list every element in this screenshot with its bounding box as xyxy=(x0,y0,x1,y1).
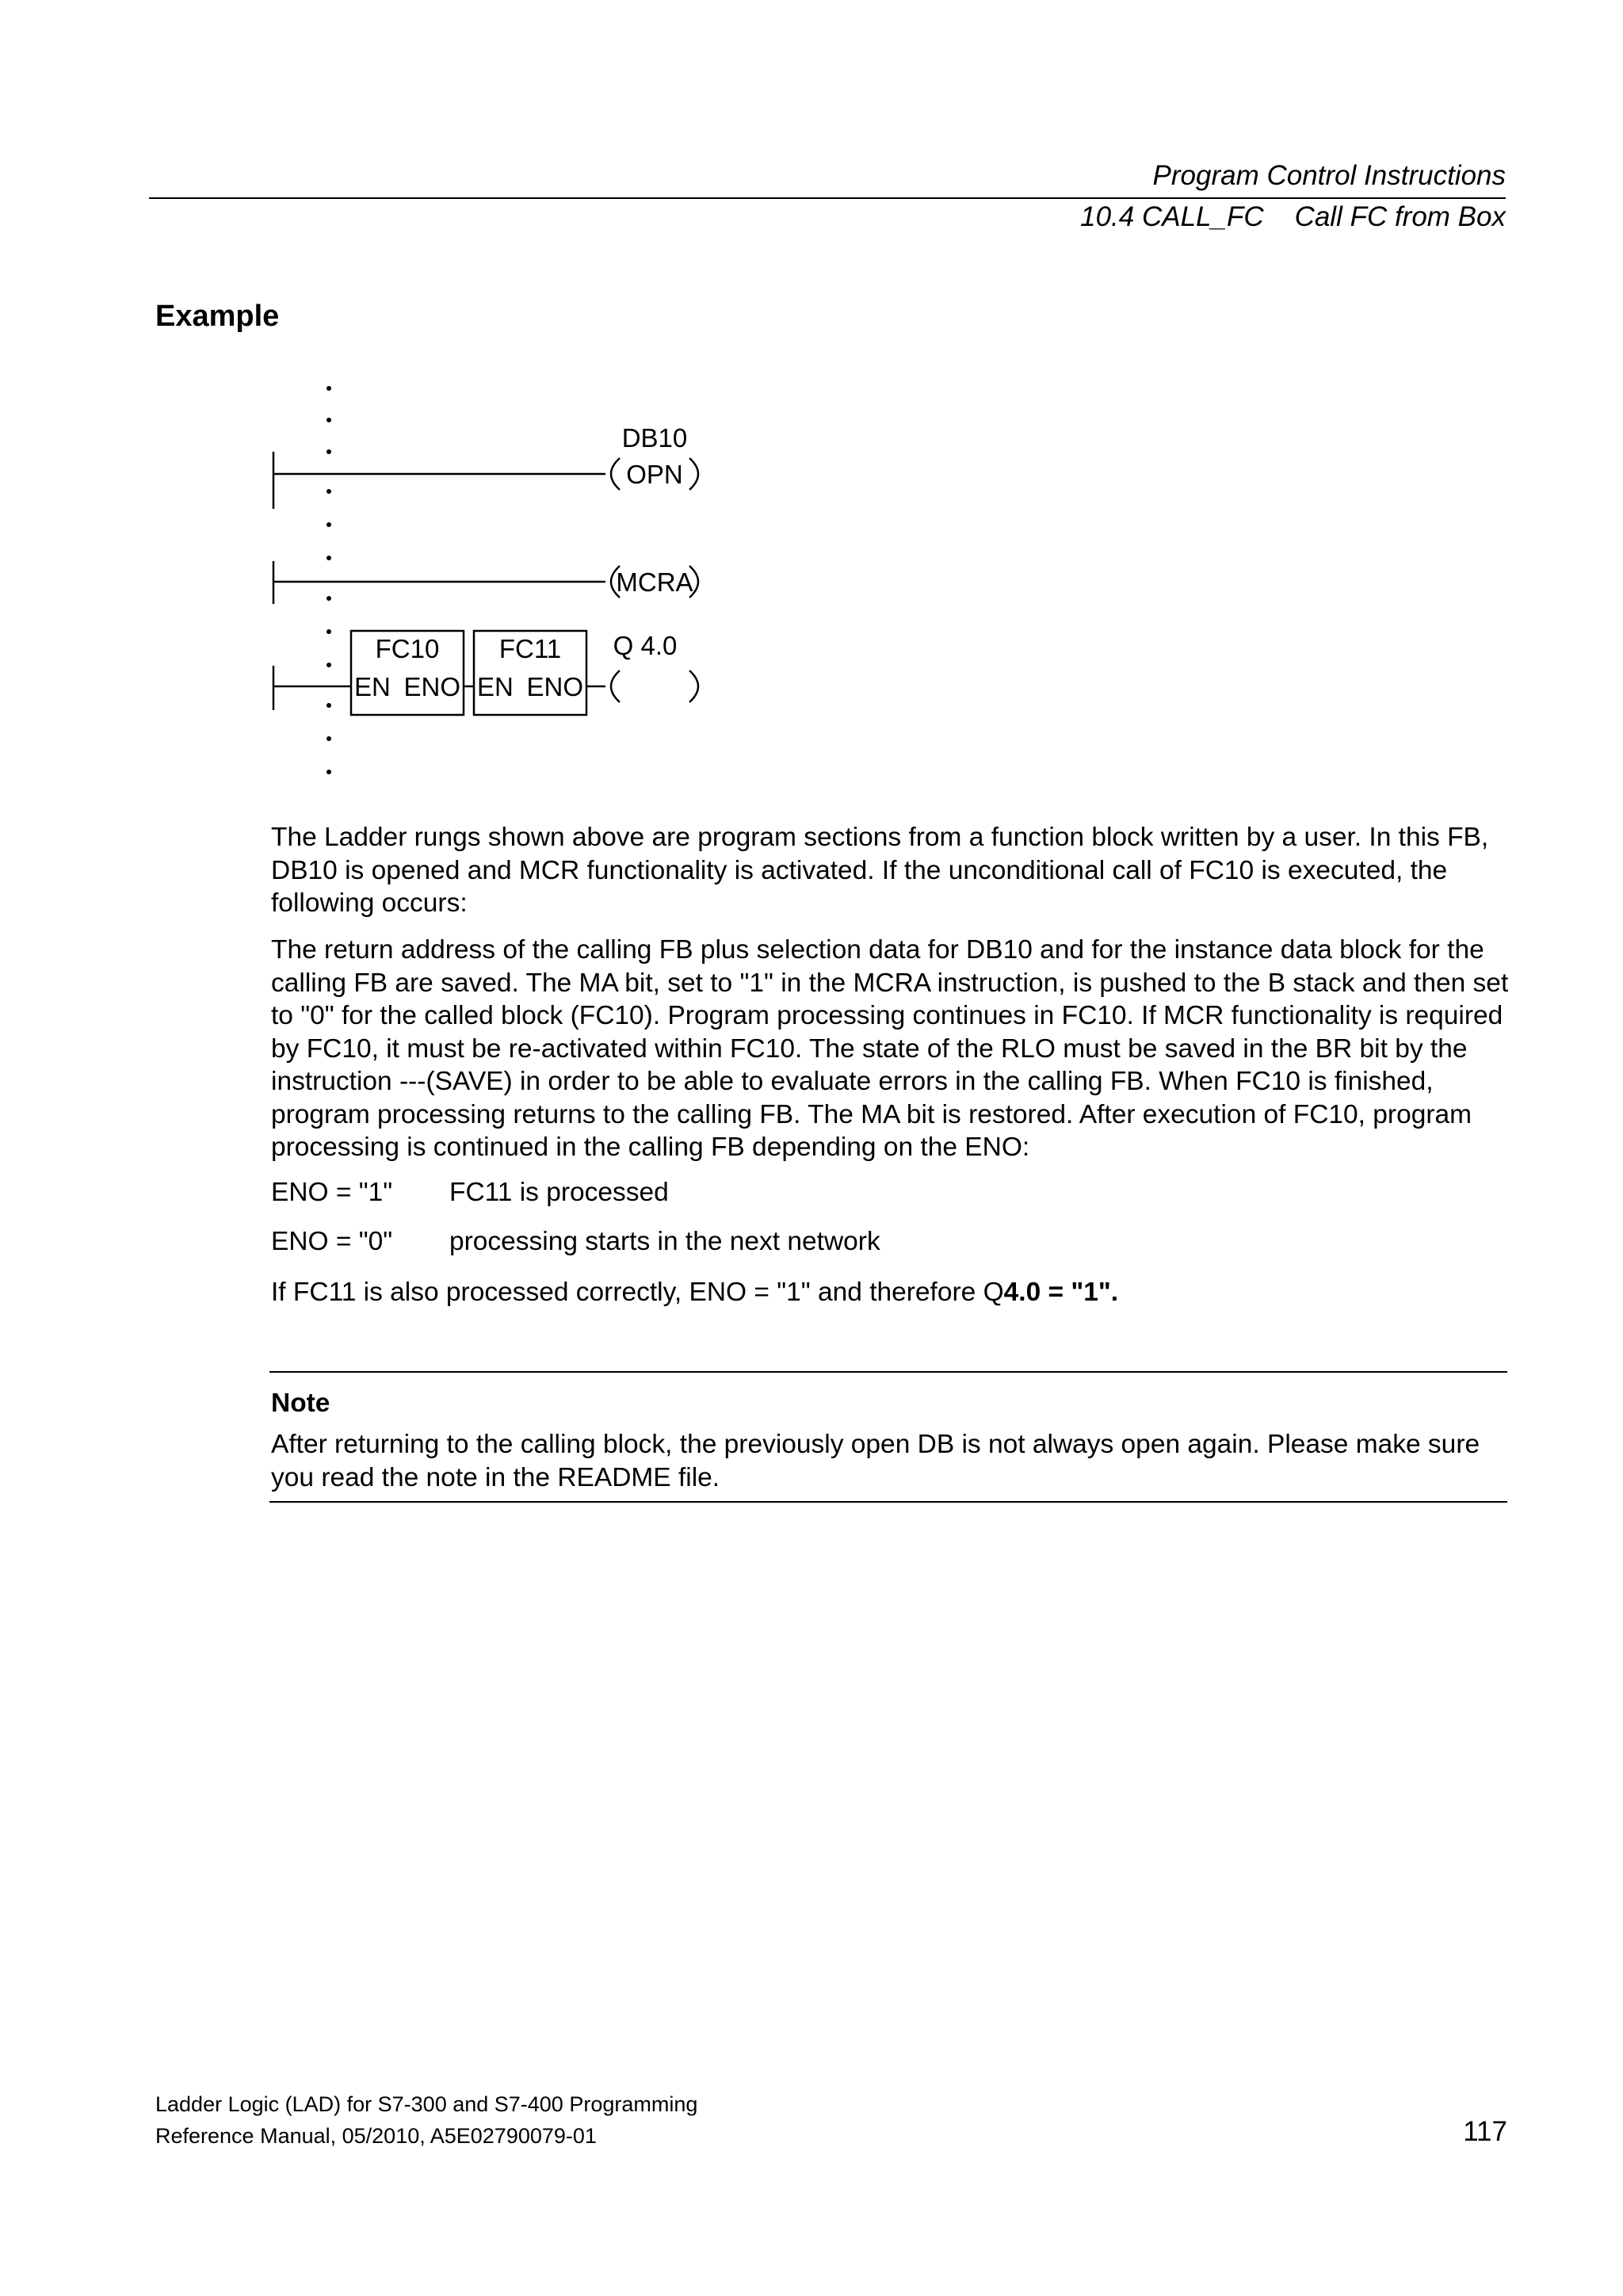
paragraph-2: The return address of the calling FB plus selection data for DB10 and for the instance data block for the calling FB are saved. The MA bit, set to "1" in the MCRA instruction, is pushed to the B stack and then set to "0" for the called block (FC10). Program processing continues in FC10. If MCR functionality is required by FC10, it must be re-activated within FC10. The state of the RLO must be saved in the BR bit by the instruction ---(SAVE) in order to be able to evaluate errors in the calling FB. When FC10 is finished, program processing returns to the calling FB. The MA bit is restored. After execution of FC10, program processing is continued in the calling FB depending on the ENO: xyxy=(271,935,1509,1162)
footer-line-2: Reference Manual, 05/2010, A5E02790079-01 xyxy=(155,2124,597,2148)
example-heading: Example xyxy=(155,300,280,333)
final-sentence xyxy=(271,1276,1515,1309)
footer-line-1: Ladder Logic (LAD) for S7-300 and S7-400 Programming xyxy=(155,2092,698,2116)
note-top-rule xyxy=(269,1371,1507,1373)
final-sentence-bold: 4.0 = "1" xyxy=(1003,1278,1111,1307)
eno-1-condition: ENO = "1" xyxy=(271,1178,393,1207)
coil-3-left-paren xyxy=(611,670,620,702)
ladder-diagram xyxy=(0,0,1623,793)
eno-1-result: FC11 is processed xyxy=(449,1178,669,1207)
note-text: After returning to the calling block, the previously open DB is not always open again. Please make sure you read the note in the README file. xyxy=(271,1430,1480,1492)
page-number: 117 xyxy=(1463,2116,1507,2147)
coil-1-right-paren xyxy=(689,458,698,490)
q40-label: Q 4.0 xyxy=(613,631,678,660)
final-sentence-suffix: . xyxy=(1110,1278,1119,1307)
fc10-en-label: EN xyxy=(354,672,391,701)
fc11-en-label: EN xyxy=(477,672,514,701)
note-bottom-rule xyxy=(269,1501,1507,1503)
opn-coil-label: OPN xyxy=(626,460,683,489)
continuation-dots xyxy=(327,386,331,774)
final-sentence-prefix: If FC11 is also processed correctly, ENO = "1" and therefore Q xyxy=(271,1278,1004,1307)
header-section-number: 10.4 CALL_FC xyxy=(1080,201,1264,232)
coil-1-left-paren xyxy=(611,458,620,490)
fc10-eno-label: ENO xyxy=(403,672,460,701)
fc10-label: FC10 xyxy=(375,634,440,663)
note-title: Note xyxy=(271,1389,330,1418)
eno-0-condition: ENO = "0" xyxy=(271,1227,393,1256)
coil-3-right-paren xyxy=(689,670,698,702)
fc11-eno-label: ENO xyxy=(526,672,583,701)
fc11-label: FC11 xyxy=(498,634,562,663)
header-chapter: Program Control Instructions xyxy=(1152,160,1506,191)
mcra-coil-label: MCRA xyxy=(616,567,693,597)
paragraph-1: The Ladder rungs shown above are program sections from a function block written by a user. In this FB, DB10 is opened and MCR functionality is activated. If the unconditional call of FC10 is executed, the following occurs: xyxy=(271,823,1489,918)
eno-0-result: processing starts in the next network xyxy=(449,1227,880,1256)
header-section-title: Call FC from Box xyxy=(1294,201,1506,232)
db10-label: DB10 xyxy=(621,423,688,453)
